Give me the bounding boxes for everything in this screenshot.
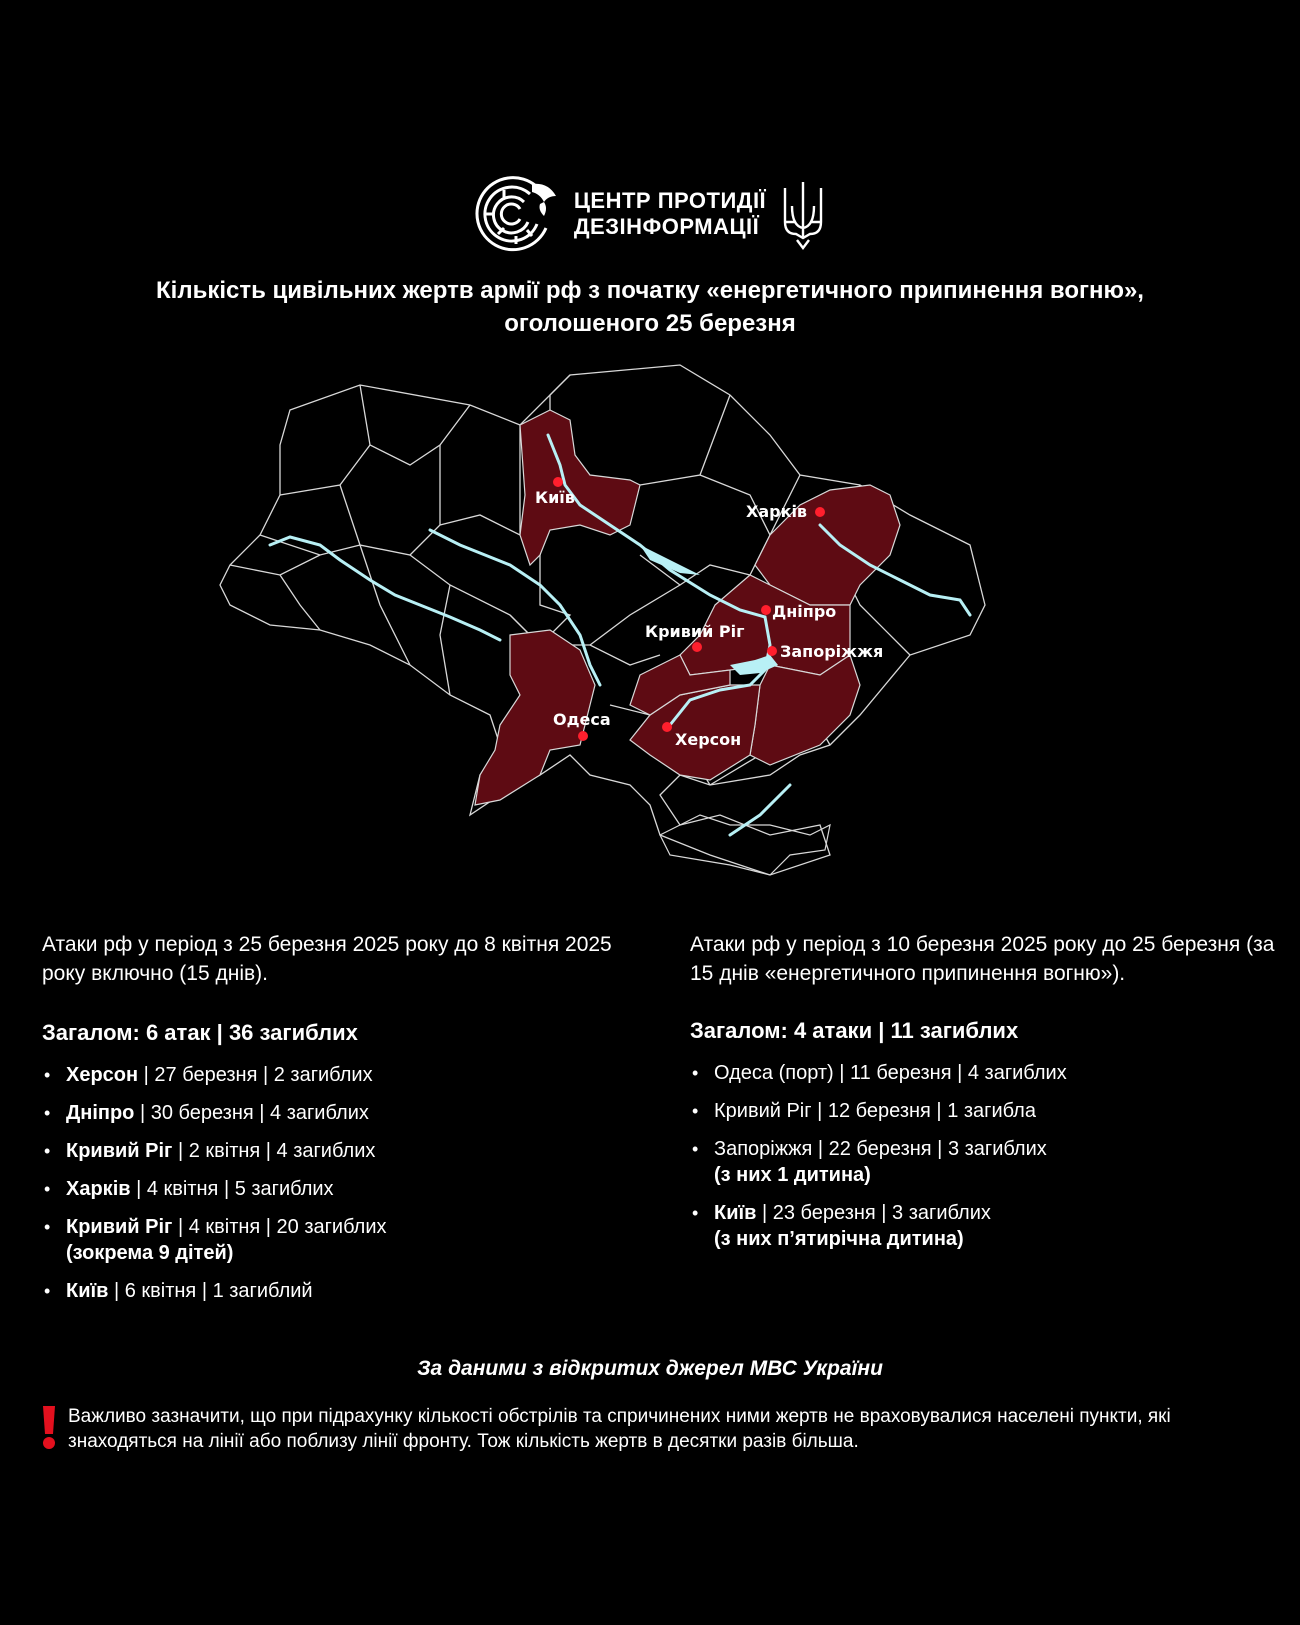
attack-city: Дніпро (66, 1102, 135, 1124)
country-outline (220, 365, 985, 875)
list-item (42, 1214, 632, 1266)
attack-details: | 11 березня | 4 загиблих (833, 1062, 1067, 1084)
list-item (690, 1098, 1280, 1124)
attack-city: Київ (66, 1280, 109, 1302)
label-dnipro: Дніпро (772, 602, 837, 621)
attack-list (690, 1060, 1280, 1252)
marker-kryvyi-rih (692, 642, 702, 652)
label-odesa: Одеса (553, 710, 611, 729)
attack-details: | 23 березня | 3 загиблих (756, 1202, 991, 1224)
attack-city: Кривий Ріг (714, 1100, 812, 1122)
period-left (42, 930, 632, 1316)
label-kryvyi-rih: Кривий Ріг (645, 622, 745, 641)
marker-kherson (662, 722, 672, 732)
list-item (42, 1100, 632, 1126)
ukraine-map (210, 355, 1040, 900)
attack-details: | 27 березня | 2 загиблих (138, 1064, 373, 1086)
marker-zaporizhzhia (767, 646, 777, 656)
attack-note: (зокрема 9 дітей) (66, 1242, 234, 1264)
list-item (690, 1136, 1280, 1188)
list-item (42, 1138, 632, 1164)
attack-details: | 6 квітня | 1 загиблий (108, 1280, 313, 1302)
oblast-borders (220, 365, 985, 875)
period-description: Атаки рф у період з 10 березня 2025 року до 25 березня (за 15 днів «енергетичного припинення вогню»). (690, 933, 1275, 985)
attack-city: Київ (714, 1202, 757, 1224)
title-line1: Кількість цивільних жертв армії рф з початку «енергетичного припинення вогню», (156, 277, 1144, 304)
list-item (690, 1200, 1280, 1252)
marker-kharkiv (815, 507, 825, 517)
org-name-line2: ДЕЗІНФОРМАЦІЇ (573, 214, 760, 239)
marker-odesa (578, 731, 588, 741)
attack-note: (з них 1 дитина) (714, 1164, 871, 1186)
warning-text: Важливо зазначити, що при підрахунку кількості обстрілів та спричинених ними жертв не враховувалися населені пункти, які знаходяться на лінії або поблизу лінії фронту. Тож кількість жертв в десятки разів більша. (68, 1406, 1171, 1452)
attack-details: | 2 квітня | 4 загиблих (172, 1140, 376, 1162)
page-title (0, 274, 1300, 340)
attack-note: (з них п’ятирічна дитина) (714, 1228, 964, 1250)
header (0, 172, 1300, 256)
attack-details: | 4 квітня | 5 загиблих (130, 1178, 334, 1200)
title-line2: оголошеного 25 березня (504, 310, 796, 337)
total-summary: Загалом: 4 атаки | 11 загиблих (690, 1018, 1019, 1043)
label-kharkiv: Харків (746, 502, 808, 521)
list-item (42, 1062, 632, 1088)
attack-details: | 22 березня | 3 загиблих (812, 1138, 1047, 1160)
label-kyiv: Київ (535, 488, 575, 507)
list-item (690, 1060, 1280, 1086)
oblast-zaporizhzhia (750, 655, 860, 765)
exclamation-icon (40, 1404, 58, 1450)
trident-icon (780, 178, 826, 250)
org-name (574, 188, 766, 240)
attack-details: | 4 квітня | 20 загиблих (172, 1216, 387, 1238)
warning-note (40, 1404, 1270, 1454)
attack-city: Кривий Ріг (66, 1140, 173, 1162)
marker-kyiv (553, 477, 563, 487)
attack-city: Кривий Ріг (66, 1216, 173, 1238)
attack-city: Одеса (порт) (714, 1062, 834, 1084)
label-zaporizhzhia: Запоріжжя (780, 642, 884, 661)
map-svg (210, 355, 1040, 900)
labyrinth-eagle-logo-icon (474, 172, 558, 256)
attack-city: Запоріжжя (714, 1138, 813, 1160)
list-item (42, 1278, 632, 1304)
data-source: За даними з відкритих джерел МВС України (417, 1357, 883, 1380)
attack-details: | 12 березня | 1 загибла (811, 1100, 1036, 1122)
attack-city: Харків (66, 1178, 131, 1200)
period-right (690, 930, 1280, 1264)
river-dnister (270, 537, 500, 640)
total-summary: Загалом: 6 атак | 36 загиблих (42, 1020, 358, 1045)
list-item (42, 1176, 632, 1202)
period-description: Атаки рф у період з 25 березня 2025 року до 8 квітня 2025 року включно (15 днів). (42, 933, 612, 985)
attack-list (42, 1062, 632, 1304)
marker-dnipro (761, 605, 771, 615)
org-name-line1: ЦЕНТР ПРОТИДІЇ (573, 188, 767, 213)
attack-details: | 30 березня | 4 загиблих (134, 1102, 369, 1124)
label-kherson: Херсон (675, 730, 742, 749)
attack-city: Херсон (66, 1064, 139, 1086)
